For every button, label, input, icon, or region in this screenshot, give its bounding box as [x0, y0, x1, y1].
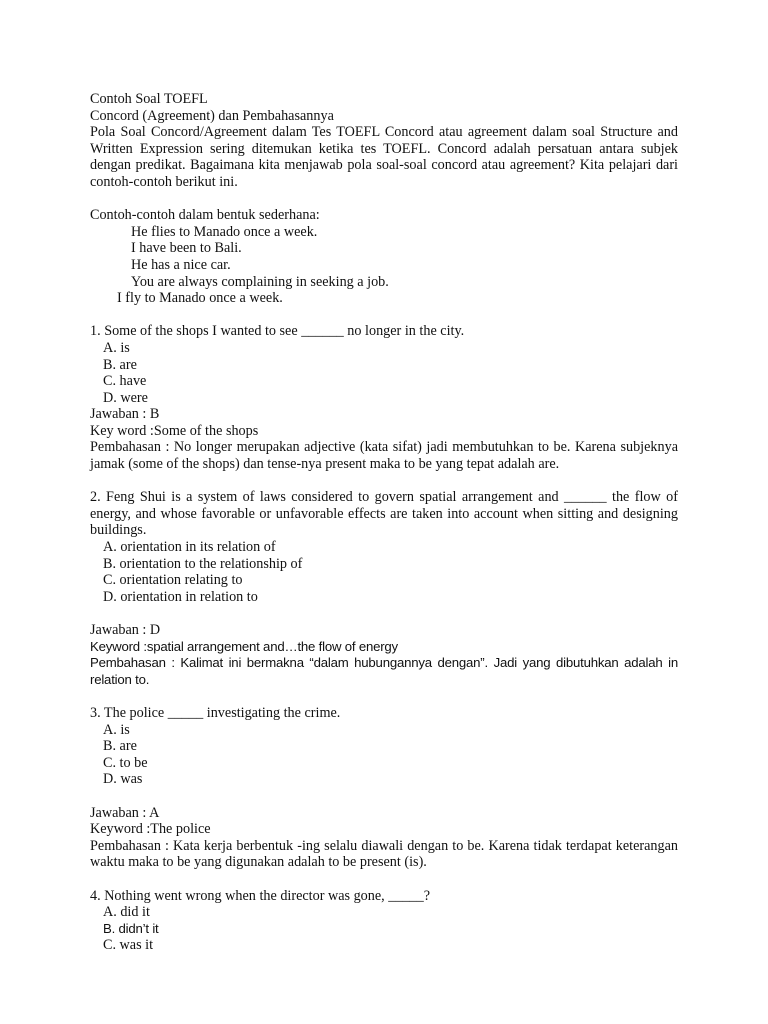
answer-option: C. have — [103, 373, 147, 390]
keyword-line: Keyword :spatial arrangement and…the flow of energy — [90, 638, 398, 654]
question-text: 3. The police _____ investigating the crime. — [90, 704, 341, 721]
examples-heading: Contoh-contoh dalam bentuk sederhana: — [90, 207, 320, 224]
answer-option: B. are — [103, 356, 137, 373]
spacer — [90, 473, 678, 490]
spacer — [90, 605, 678, 622]
answer-key: Jawaban : B — [90, 406, 160, 423]
question-block-4 — [90, 888, 678, 954]
answer-key: Jawaban : A — [90, 804, 160, 821]
example-item-last: I fly to Manado once a week. — [117, 290, 283, 307]
answer-option: C. orientation relating to — [103, 572, 243, 589]
answer-option: C. to be — [103, 754, 148, 771]
keyword-line: Key word :Some of the shops — [90, 422, 259, 439]
answer-option: D. orientation in relation to — [103, 588, 258, 605]
answer-option: C. was it — [103, 937, 154, 954]
example-item: I have been to Bali. — [131, 240, 242, 257]
answer-option: A. is — [103, 721, 130, 738]
intro-paragraph: Pola Soal Concord/Agreement dalam Tes TOEFL Concord atau agreement dalam soal Structure and Written Expression sering ditemukan ketika tes TOEFL. Concord adalah persatuan antara subjek dengan predikat. Bagaimana kita menjawab pola soal-soal concord atau agreement? Kita pelajari dari contoh-contoh berikut ini. — [90, 124, 678, 190]
answer-option: A. orientation in its relation of — [103, 539, 276, 556]
answer-option: A. is — [103, 339, 130, 356]
document-page — [90, 91, 678, 954]
answer-key: Jawaban : D — [90, 622, 161, 638]
explanation-paragraph: Pembahasan : No longer merupakan adjective (kata sifat) jadi membutuhkan to be. Karena subjeknya jamak (some of the shops) dan tense-nya present maka to be yang tepat adalah are. — [90, 439, 678, 473]
document-subtitle: Concord (Agreement) dan Pembahasannya — [90, 107, 334, 124]
example-item: You are always complaining in seeking a job. — [131, 273, 389, 290]
question-text: 1. Some of the shops I wanted to see ______ no longer in the city. — [90, 323, 465, 340]
example-item: He has a nice car. — [131, 256, 231, 273]
question-text: 4. Nothing went wrong when the director was gone, _____? — [90, 887, 431, 904]
example-item: He flies to Manado once a week. — [131, 223, 318, 240]
spacer — [90, 788, 678, 805]
answer-option: D. were — [103, 389, 148, 406]
explanation-paragraph: Pembahasan : Kalimat ini bermakna “dalam hubungannya dengan”. Jadi yang dibutuhkan adalah in relation to. — [90, 655, 678, 687]
answer-option: B. didn’t it — [103, 920, 159, 936]
keyword-line: Keyword :The police — [90, 821, 211, 838]
question-block-1 — [90, 323, 678, 472]
spacer — [90, 191, 678, 208]
answer-option: B. are — [103, 738, 137, 755]
question-block-2 — [90, 489, 678, 688]
document-title: Contoh Soal TOEFL — [90, 91, 208, 107]
spacer — [90, 307, 678, 324]
question-text: 2. Feng Shui is a system of laws considered to govern spatial arrangement and ______ the flow of energy, and whose favorable or unfavorable effects are taken into account when sitting and designing buildings. — [90, 489, 678, 539]
answer-option: A. did it — [103, 904, 150, 921]
spacer — [90, 688, 678, 705]
question-block-3 — [90, 705, 678, 871]
answer-option: B. orientation to the relationship of — [103, 555, 303, 572]
explanation-paragraph: Pembahasan : Kata kerja berbentuk -ing selalu diawali dengan to be. Karena tidak terdapat keterangan waktu maka to be yang digunakan adalah to be present (is). — [90, 837, 678, 871]
spacer — [90, 871, 678, 888]
answer-option: D. was — [103, 771, 143, 788]
